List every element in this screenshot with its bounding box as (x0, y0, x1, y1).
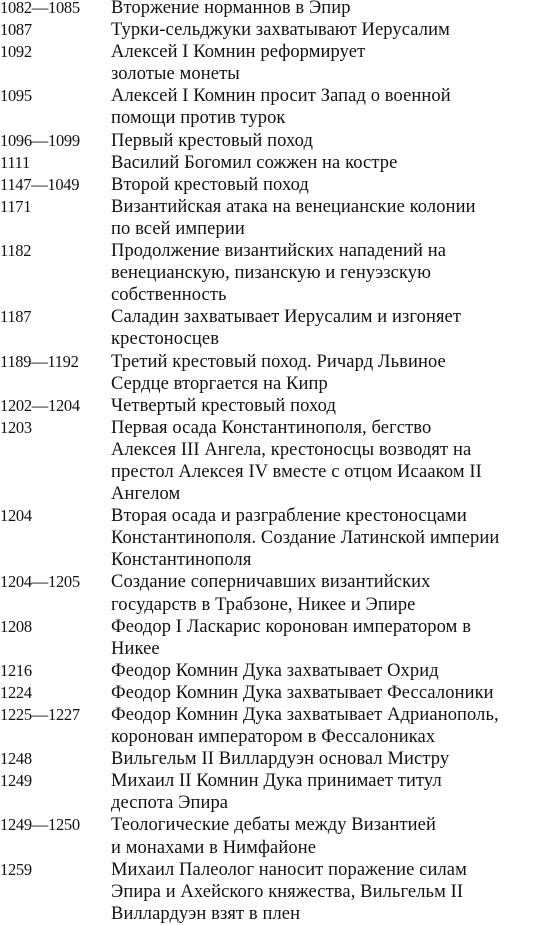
chronology-row (0, 505, 552, 571)
event-description (111, 417, 552, 505)
chronology-row (0, 814, 552, 858)
event-year: 1096—1099 (0, 130, 80, 150)
event-description (111, 41, 552, 85)
event-description (111, 505, 552, 571)
event-year: 1095 (0, 86, 32, 106)
event-year: 1249 (0, 771, 32, 791)
event-description-line: Эпира и Ахейского княжества, Вильгельм II (111, 881, 464, 902)
event-description-line: золотые монеты (111, 64, 240, 85)
event-description-line: Турки-сельджуки захватывают Иерусалим (111, 20, 450, 41)
event-year: 1087 (0, 20, 32, 40)
event-description-line: Алексей I Комнин реформирует (111, 42, 366, 63)
event-description-line: коронован императором в Фессалониках (111, 727, 436, 748)
event-description-line: Вторжение норманнов в Эпир (111, 0, 351, 18)
event-description (111, 85, 552, 129)
chronology-row (0, 571, 552, 615)
chronology-row (0, 616, 552, 660)
chronology-row (0, 351, 552, 395)
event-description-line: государств в Трабзоне, Никее и Эпире (111, 594, 416, 615)
chronology-row (0, 704, 552, 748)
event-description (111, 130, 552, 152)
event-year: 1147—1049 (0, 174, 80, 194)
chronology-row (0, 748, 552, 770)
event-description-line: престол Алексея IV вместе с отцом Исааком II (111, 461, 482, 482)
chronology-row (0, 41, 552, 85)
chronology-row (0, 196, 552, 240)
event-description (111, 0, 552, 19)
chronology-row (0, 660, 552, 682)
event-year: 1202—1204 (0, 395, 80, 415)
event-description-line: по всей империи (111, 218, 245, 239)
event-description-line: и монахами в Нимфайоне (111, 837, 317, 858)
event-description (111, 306, 552, 350)
event-description-line: Четвертый крестовый поход (111, 395, 336, 416)
event-year: 1092 (0, 42, 32, 62)
event-description-line: Алексея III Ангела, крестоносцы возводят на (111, 439, 472, 460)
chronology-row (0, 395, 552, 417)
event-description (111, 616, 552, 660)
event-description-line: Сердце вторгается на Кипр (111, 373, 328, 394)
event-description-line: Феодор Комнин Дука захватывает Охрид (111, 660, 439, 681)
event-year: 1187 (0, 307, 32, 327)
event-year: 1204 (0, 506, 32, 526)
event-description-line: Третий крестовый поход. Ричард Львиное (111, 351, 446, 372)
chronology-row (0, 240, 552, 306)
event-year: 1259 (0, 859, 32, 879)
event-description-line: Константинополя (111, 550, 252, 571)
event-year: 1111 (0, 152, 30, 172)
event-description (111, 660, 552, 682)
event-description (111, 174, 552, 196)
event-description-line: Вильгельм II Виллардуэн основал Мистру (111, 749, 450, 770)
event-description-line: Вторая осада и разграбление крестоносцами (111, 506, 467, 527)
event-description (111, 196, 552, 240)
event-description-line: Виллардуэн взят в плен (111, 903, 301, 924)
event-description-line: Ангелом (111, 484, 181, 505)
event-description (111, 682, 552, 704)
event-year: 1189—1192 (0, 351, 79, 371)
chronology-row (0, 152, 552, 174)
event-description-line: деспота Эпира (111, 793, 229, 814)
event-year: 1182 (0, 241, 32, 261)
chronology-row (0, 770, 552, 814)
event-description (111, 152, 552, 174)
event-description-line: Первый крестовый поход (111, 130, 313, 151)
event-description-line: собственность (111, 285, 227, 306)
event-description-line: Теологические дебаты между Византией (111, 815, 436, 836)
event-year: 1208 (0, 616, 32, 636)
event-year: 1248 (0, 749, 32, 769)
event-description (111, 814, 552, 858)
event-year: 1224 (0, 682, 32, 702)
event-description-line: Феодор Комнин Дука захватывает Адрианополь, (111, 705, 499, 725)
event-description-line: Никее (111, 638, 160, 659)
event-description-line: Константинополя. Создание Латинской империи (111, 528, 500, 549)
event-description (111, 859, 552, 925)
event-description-line: Михаил II Комнин Дука принимает титул (111, 771, 442, 792)
event-description-line: Второй крестовый поход (111, 174, 309, 195)
event-year: 1225—1227 (0, 705, 80, 724)
chronology-row (0, 306, 552, 350)
event-description (111, 240, 552, 306)
event-description (111, 351, 552, 395)
chronology-row (0, 682, 552, 704)
event-year: 1216 (0, 660, 32, 680)
event-year: 1171 (0, 196, 32, 216)
event-description-line: венецианскую, пизанскую и генуэзскую (111, 263, 432, 284)
event-year: 1203 (0, 417, 32, 437)
event-description (111, 395, 552, 417)
event-description-line: Феодор I Ласкарис коронован императором в (111, 616, 472, 637)
event-description (111, 571, 552, 615)
chronology-row (0, 174, 552, 196)
event-description (111, 748, 552, 770)
event-description-line: Первая осада Константинополя, бегство (111, 417, 432, 438)
chronology-row (0, 0, 552, 19)
event-year: 1204—1205 (0, 572, 80, 592)
event-description (111, 704, 552, 748)
event-description-line: Продолжение византийских нападений на (111, 241, 447, 262)
event-year: 1082—1085 (0, 0, 80, 17)
chronology-row (0, 85, 552, 129)
event-description-line: Саладин захватывает Иерусалим и изгоняет (111, 307, 462, 328)
event-description-line: Феодор Комнин Дука захватывает Фессалоники (111, 682, 494, 703)
event-description (111, 19, 552, 41)
event-description-line: помощи против турок (111, 108, 286, 129)
event-description-line: Василий Богомил сожжен на костре (111, 152, 398, 173)
event-description-line: Алексей I Комнин просит Запад о военной (111, 86, 451, 107)
event-year: 1249—1250 (0, 815, 80, 835)
event-description-line: крестоносцев (111, 329, 220, 350)
event-description-line: Михаил Палеолог наносит поражение силам (111, 859, 467, 880)
event-description (111, 770, 552, 814)
chronology-row (0, 130, 552, 152)
event-description-line: Создание соперничавших византийских (111, 572, 431, 593)
event-description-line: Византийская атака на венецианские колонии (111, 196, 476, 217)
chronology-row (0, 859, 552, 925)
chronology-row (0, 417, 552, 505)
chronology-row (0, 19, 552, 41)
